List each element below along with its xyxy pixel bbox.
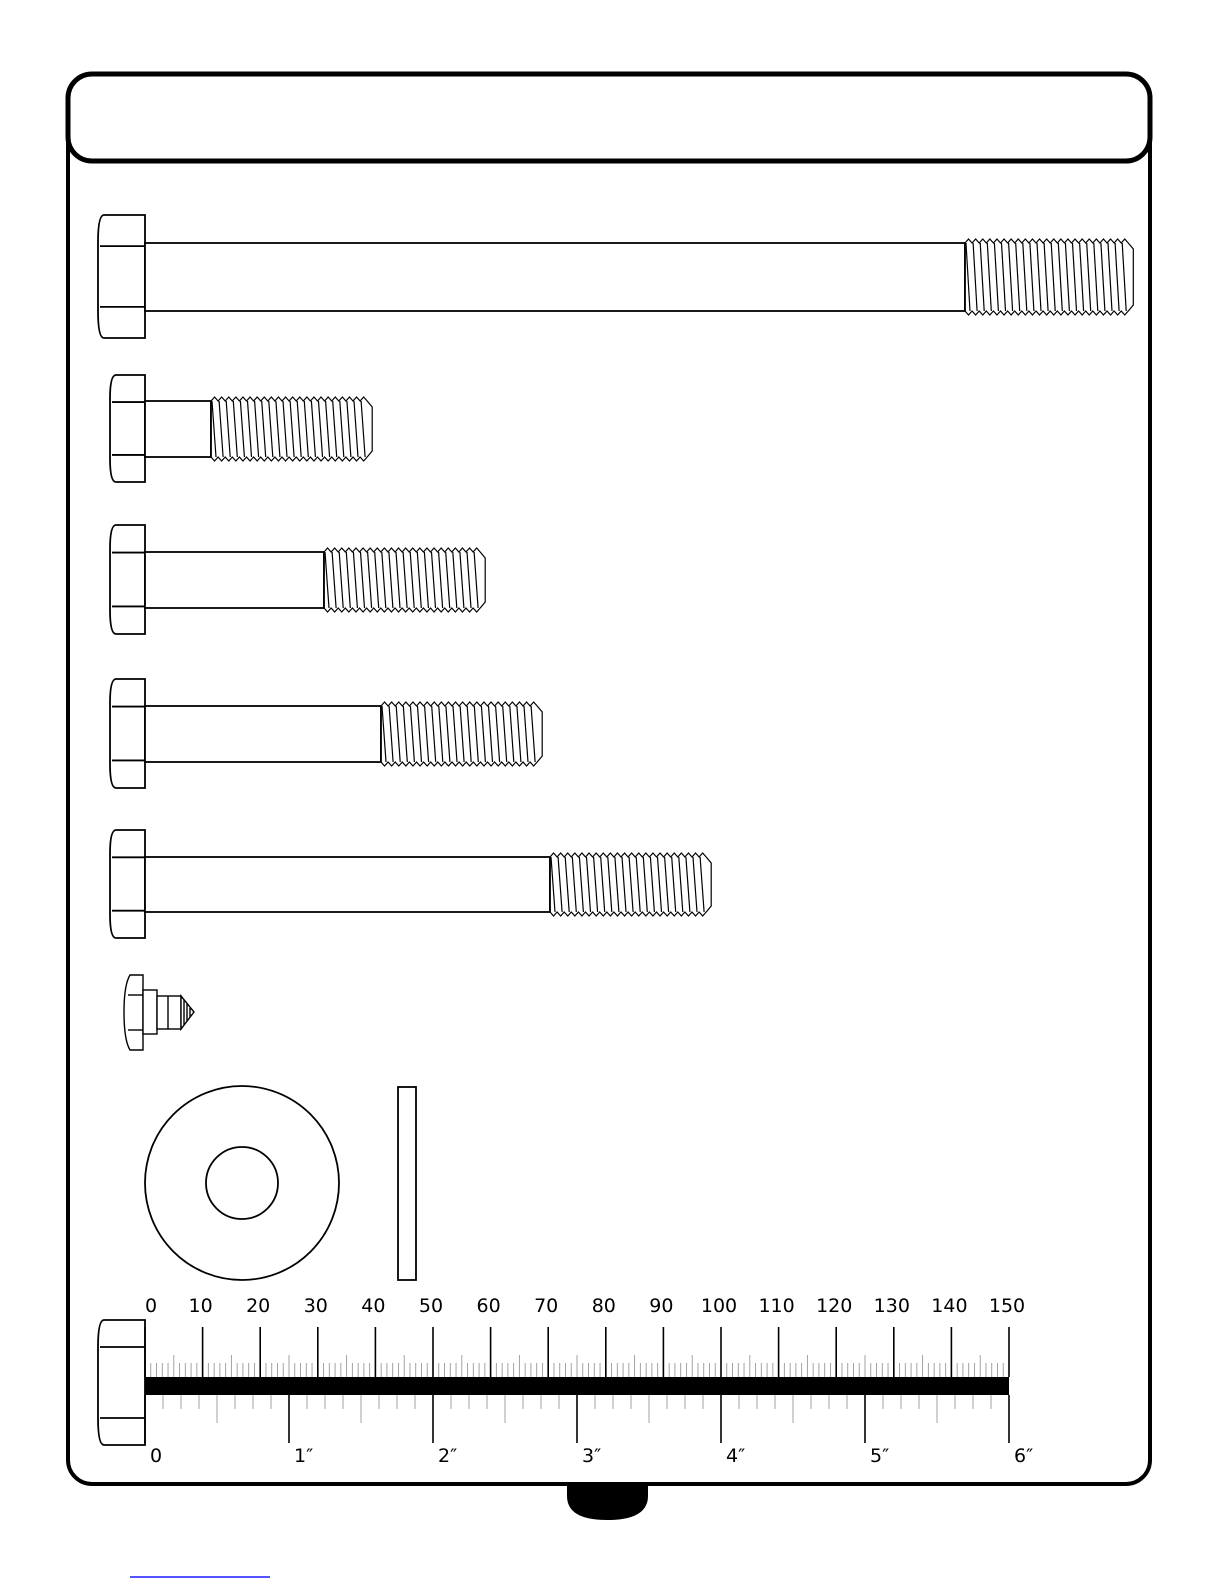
hex-bolt-1 [98,215,1133,338]
header-bar [68,74,1150,161]
page-tab [567,1484,648,1520]
inch-tick-label: 3″ [582,1445,602,1467]
inch-tick-label: 1″ [294,1445,314,1467]
bolt-shank [145,401,211,457]
bolt-thread [965,239,1133,315]
mm-tick-label: 110 [758,1295,795,1317]
measuring-scale [98,1295,1033,1467]
inch-tick-label: 6″ [1014,1445,1034,1467]
bolt-thread [550,853,715,916]
mm-tick-label: 80 [591,1295,616,1317]
mm-tick-label: 20 [246,1295,271,1317]
cap-nut [124,975,194,1050]
bolt-shank [145,857,550,912]
inch-tick-label: 5″ [870,1445,890,1467]
bolt-head [98,215,145,338]
bolt-thread [324,548,489,612]
mm-tick-label: 70 [534,1295,559,1317]
hex-bolt-2 [110,375,376,482]
hex-bolt-3 [110,525,489,634]
mm-tick-label: 50 [418,1295,444,1317]
inch-tick-label: 0 [150,1445,163,1467]
mm-tick-label: 60 [476,1295,501,1317]
washer [145,1086,416,1280]
mm-tick-label: 130 [873,1295,910,1317]
bolt-shank [145,552,324,608]
washer-hole [206,1147,278,1219]
bolt-head [110,375,145,482]
mm-tick-label: 120 [816,1295,853,1317]
scale-bar [145,1377,1009,1395]
bolt-thread [211,397,376,461]
bolt-head [110,679,145,788]
hex-bolt-4 [110,679,546,788]
bolt-head [110,830,145,938]
mm-tick-label: 40 [361,1295,386,1317]
bolt-thread [381,702,546,766]
mm-tick-label: 0 [145,1295,158,1317]
inch-tick-label: 4″ [726,1445,746,1467]
bolt-shank [145,706,381,762]
mm-tick-label: 150 [988,1295,1026,1317]
mm-tick-label: 10 [188,1295,213,1317]
bolt-group [98,215,1133,938]
mm-tick-label: 30 [303,1295,328,1317]
bolt-shank [145,243,965,311]
hex-bolt-5 [110,830,715,938]
inch-tick-label: 2″ [438,1445,458,1467]
mm-tick-label: 100 [700,1295,738,1317]
mm-tick-label: 90 [649,1295,674,1317]
scale-bolt-head [98,1320,145,1445]
washer-edge [398,1087,416,1280]
bolt-head [110,525,145,634]
mm-tick-label: 140 [931,1295,968,1317]
